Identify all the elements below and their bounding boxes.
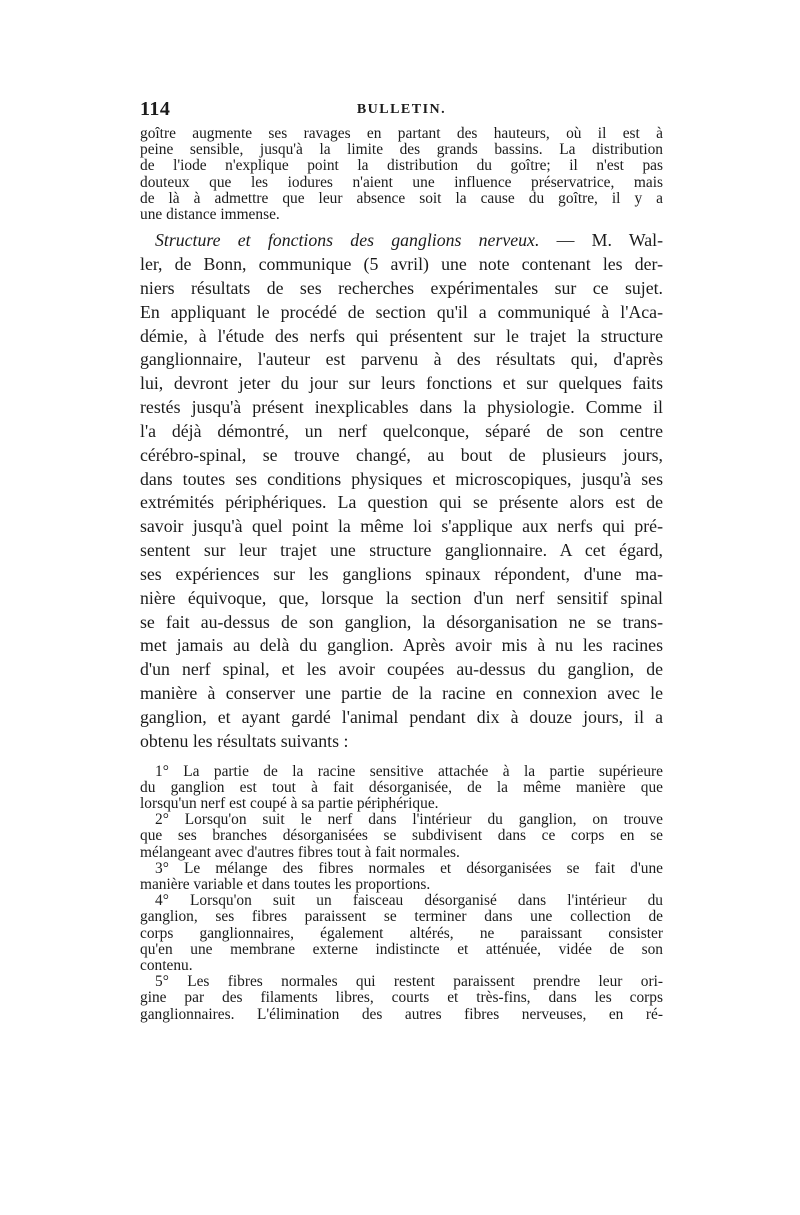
text-line: l'a déjà démontré, un nerf quelconque, séparé de son centre [140,420,663,441]
section-author-lead: — M. Wal- [539,230,663,251]
text-line: ses expériences sur les ganglions spinaux répondent, d'une ma- [140,563,663,584]
running-title: BULLETIN. [356,102,447,117]
text-line: 5° Les fibres normales qui restent paraissent prendre leur ori- [155,973,663,991]
text-line: que ses branches désorganisées se subdivisent dans ce corps en se [140,827,663,845]
text-line: manière à conserver une partie de la racine en connexion avec le [140,683,663,704]
section-heading-line [140,229,663,253]
text-line: ler, de Bonn, communique (5 avril) une note contenant les der- [140,253,663,274]
text-line: lui, devront jeter du jour sur leurs fonctions et sur quelques faits [140,373,663,394]
text-line: ganglionnaire, l'auteur est parvenu à des résultats qui, d'après [140,349,663,370]
text-line: sentent sur leur trajet une structure ganglionnaire. A cet égard, [140,540,663,561]
text-line: niers résultats de ses recherches expérimentales sur ce sujet. [140,277,663,298]
result-item-5 [140,974,663,1023]
text-line: 2° Lorsqu'on suit le nerf dans l'intérieur du ganglion, on trouve [155,811,663,829]
text-line: 1° La partie de la racine sensitive attachée à la partie supérieure [155,762,663,780]
text-line: obtenu les résultats suivants : [140,730,349,751]
intro-paragraph [140,126,663,223]
text-line: extrémités périphériques. La question qui se présente alors est de [140,492,663,513]
text-line: de l'iode n'explique point la distribution du goître; il n'est pas [140,157,663,175]
text-line: dans toutes ses conditions physiques et microscopiques, jusqu'à ses [140,468,663,489]
text-line: qu'en une membrane externe indistincte et atténuée, vidée de son [140,940,663,958]
running-head [140,98,663,126]
text-line: manière variable et dans toutes les proportions. [140,876,431,893]
text-line: mélangeant avec d'autres fibres tout à fait normales. [140,843,460,861]
text-line: démie, à l'étude des nerfs qui présentent sur le trajet la structure [140,325,663,346]
text-line: corps ganglionnaires, également altérés, ne paraissant consister [140,924,663,942]
section-title: Structure et fonctions des ganglions nerveux. [155,230,540,251]
text-line: 3° Le mélange des fibres normales et désorganisées se fait d'une [155,859,663,877]
text-line: une distance immense. [140,205,280,223]
text-line: ganglion, et ayant gardé l'animal pendant dix à douze jours, il a [140,707,663,727]
text-line: douteux que les iodures n'aient une influence préservatrice, mais [140,173,663,191]
text-line: cérébro-spinal, se trouve changé, au bout de plusieurs jours, [140,444,663,465]
text-line: contenu. [140,956,193,974]
text-line: de là à admettre que leur absence soit la cause du goître, il y a [140,189,663,207]
text-line: En appliquant le procédé de section qu'il a communiqué à l'Aca- [140,301,663,322]
text-line: 4° Lorsqu'on suit un faisceau désorganisé dans l'intérieur du [155,892,663,910]
text-line: du ganglion est tout à fait désorganisée, de la même manière que [140,778,663,796]
results-list [140,764,663,1023]
book-page [140,98,663,1023]
text-line: gine par des filaments libres, courts et très-fins, dans les corps [140,989,663,1007]
text-line: ganglion, ses fibres paraissent se terminer dans une collection de [140,908,663,926]
page-number: 114 [140,98,171,120]
text-line: lorsqu'un nerf est coupé à sa partie périphérique. [140,795,439,813]
result-item-4 [140,893,663,974]
text-line: d'un nerf spinal, et les avoir coupées au-dessus du ganglion, de [140,659,663,680]
text-line: restés jusqu'à présent inexplicables dans la physiologie. Comme il [140,397,663,418]
result-item-3 [140,861,663,893]
text-line: nière équivoque, que, lorsque la section d'un nerf sensitif spinal [140,587,663,608]
text-line: peine sensible, jusqu'à la limite des grands bassins. La distribution [140,141,663,159]
result-item-2 [140,812,663,861]
result-item-1 [140,764,663,813]
text-line: ganglionnaires. L'élimination des autres fibres nerveuses, en ré- [140,1005,663,1023]
text-line: goître augmente ses ravages en partant des hauteurs, où il est à [140,125,663,142]
text-line: se fait au-dessus de son ganglion, la désorganisation ne se trans- [140,611,663,632]
text-line: savoir jusqu'à quel point la même loi s'applique aux nerfs qui pré- [140,516,663,537]
section-paragraph [140,229,663,754]
text-line: met jamais au delà du ganglion. Après avoir mis à nu les racines [140,635,663,656]
